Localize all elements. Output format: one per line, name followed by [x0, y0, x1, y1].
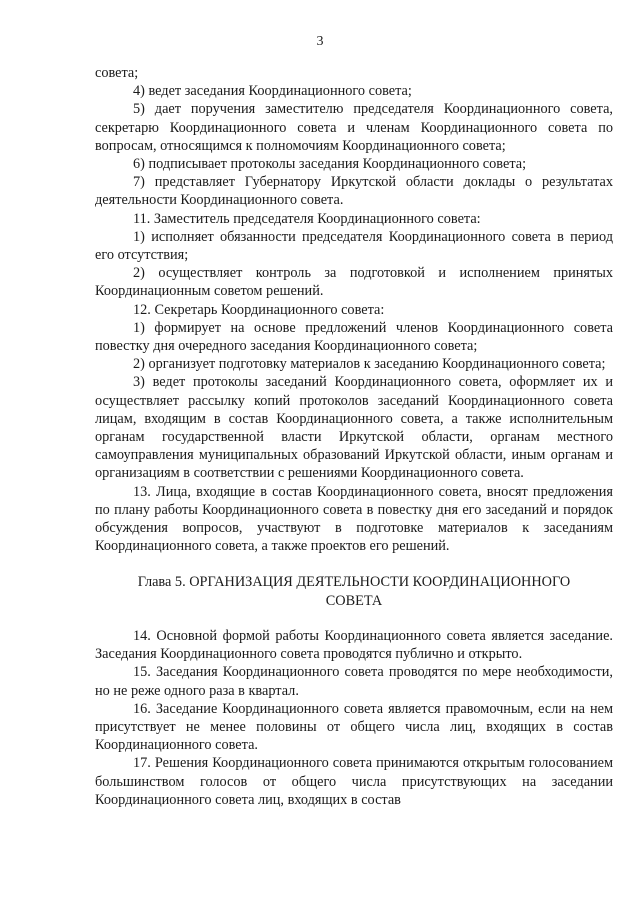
page-number: 3: [316, 34, 324, 49]
document-body: [95, 64, 613, 809]
paragraph: 16. Заседание Координационного совета является правомочным, если на нем присутствует не менее половины от общего числа лиц, входящих в состав Координационного совета.: [95, 700, 613, 754]
paragraph: 15. Заседания Координационного совета проводятся по мере необходимости, но не реже одного раза в квартал.: [95, 664, 613, 699]
paragraph: 1) формирует на основе предложений членов Координационного совета повестку дня очередного заседания Координационного совета;: [95, 319, 613, 355]
paragraph: 13. Лица, входящие в состав Координационного совета, вносят предложения по плану работы Координационного совета в повестку дня его заседаний и порядок обсуждения вопросов, участвуют в подготовке материалов к заседаниям Координационного совета, а также проектов его решений.: [95, 483, 613, 555]
paragraph: 2) осуществляет контроль за подготовкой и исполнением принятых Координационным советом решений.: [95, 265, 613, 300]
paragraph: 11. Заместитель председателя Координационного совета:: [133, 210, 481, 227]
paragraph: 17. Решения Координационного совета принимаются открытым голосованием большинством голосов от общего числа присутствующих на заседании Координационного совета лиц, входящих в состав: [95, 755, 613, 808]
section-before-chapter: [95, 64, 613, 555]
paragraph: 6) подписывает протоколы заседания Координационного совета;: [133, 156, 527, 173]
paragraph: совета;: [95, 65, 139, 81]
paragraph: 1) исполняет обязанности председателя Координационного совета в период его отсутствия;: [95, 228, 613, 264]
paragraph: 3) ведет протоколы заседаний Координационного совета, оформляет их и осуществляет рассылку копий протоколов заседаний Координационного совета лицам, входящим в состав Координационного совета, а также исполнительным органам государственной власти Иркутской области, органам местного самоуправления муниципальных образований Иркутской области, иным органам и организациям в соответствии с решениями Координационного совета.: [95, 374, 613, 482]
paragraph: 4) ведет заседания Координационного совета;: [133, 83, 412, 100]
chapter-title: Глава 5. ОРГАНИЗАЦИЯ ДЕЯТЕЛЬНОСТИ КООРДИНАЦИОННОГО СОВЕТА: [137, 574, 571, 609]
paragraph: 5) дает поручения заместителю председателя Координационного совета, секретарю Координационного совета и членам Координационного совета по вопросам, относящимся к полномочиям Координационного совета;: [95, 101, 613, 154]
paragraph: 12. Секретарь Координационного совета:: [133, 301, 385, 318]
paragraph: 7) представляет Губернатору Иркутской области доклады о результатах деятельности Координационного совета.: [95, 174, 613, 209]
section-after-chapter: [95, 627, 613, 809]
paragraph: 14. Основной формой работы Координационного совета является заседание. Заседания Координационного совета проводятся публично и открыто.: [95, 627, 613, 663]
paragraph: 2) организует подготовку материалов к заседанию Координационного совета;: [133, 356, 606, 373]
